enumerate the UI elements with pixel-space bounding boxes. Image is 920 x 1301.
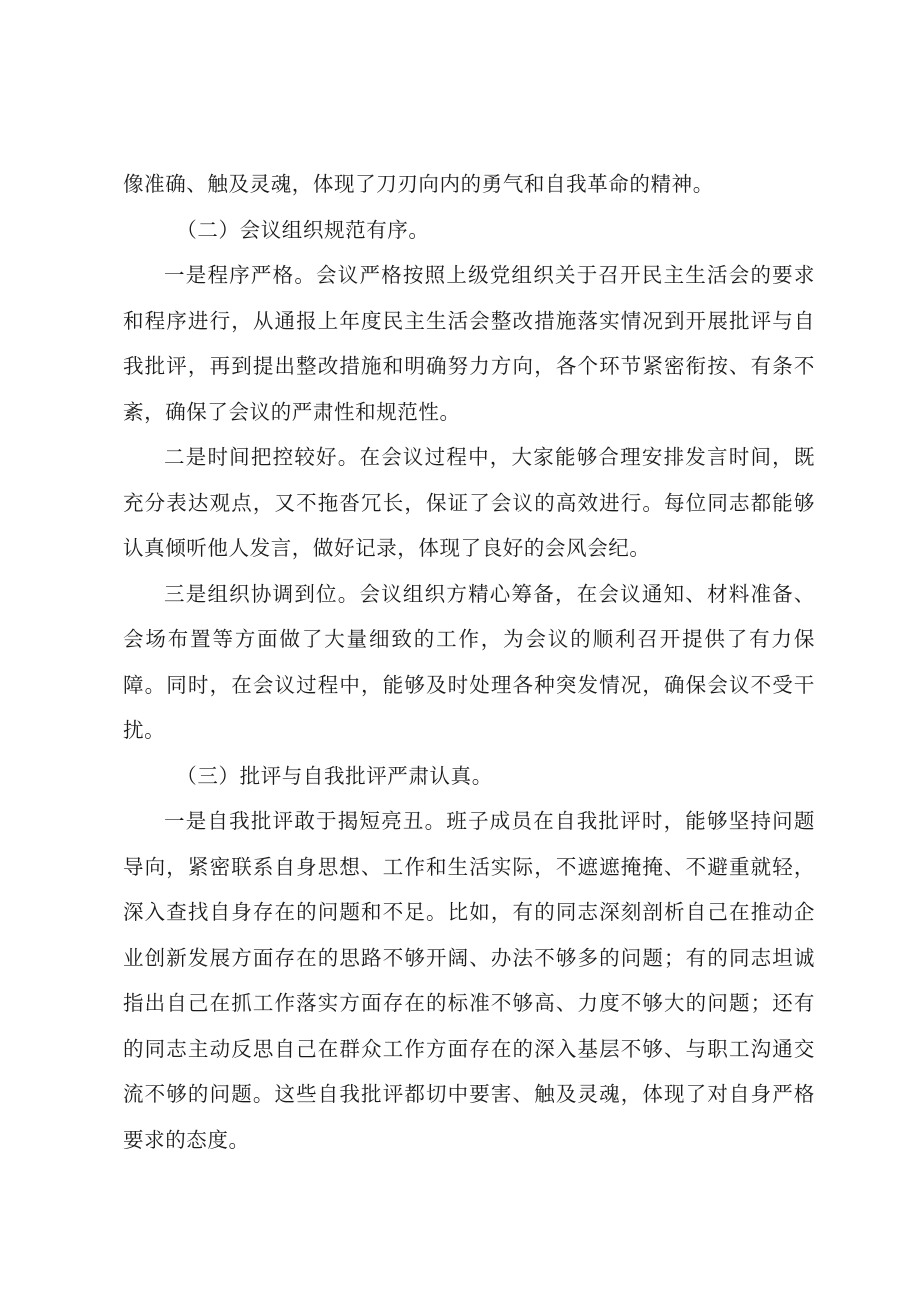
paragraph-procedure: 一是程序严格。会议严格按照上级党组织关于召开民主生活会的要求和程序进行，从通报上年度民主生活会整改措施落实情况到开展批评与自我批评，再到提出整改措施和明确努力方向，各个环节紧密衔按、有条不紊，确保了会议的严肃性和规范性。 <box>123 263 815 424</box>
paragraph-continuation: 像准确、触及灵魂，体现了刀刃向内的勇气和自我革命的精神。 <box>123 172 714 196</box>
paragraph-coordination: 三是组织协调到位。会议组织方精心筹备，在会议通知、材料准备、会场布置等方面做了大量细致的工作，为会议的顺利召开提供了有力保障。同时，在会议过程中，能够及时处理各种突发情况，确保会议不受干扰。 <box>123 581 815 742</box>
document-body <box>123 162 815 1163</box>
section-heading-3: （三）批评与自我批评严肃认真。 <box>176 763 493 788</box>
section-heading-2: （二）会议组织规范有序。 <box>176 217 430 242</box>
paragraph-time-control: 二是时间把控较好。在会议过程中，大家能够合理安排发言时间，既充分表达观点，又不拖沓冗长，保证了会议的高效进行。每位同志都能够认真倾听他人发言，做好记录，体现了良好的会风会纪。 <box>123 445 815 560</box>
paragraph-self-criticism: 一是自我批评敢于揭短亮丑。班子成员在自我批评时，能够坚持问题导向，紧密联系自身思想、工作和生活实际，不遮遮掩掩、不避重就轻，深入查找自身存在的问题和不足。比如，有的同志深刻剖析自己在推动企业创新发展方面存在的思路不够开阔、办法不够多的问题；有的同志坦诚指出自己在抓工作落实方面存在的标准不够高、力度不够大的问题；还有的同志主动反思自己在群众工作方面存在的深入基层不够、与职工沟通交流不够的问题。这些自我批评都切中要害、触及灵魂，体现了对自身严格要求的态度。 <box>123 809 815 1152</box>
